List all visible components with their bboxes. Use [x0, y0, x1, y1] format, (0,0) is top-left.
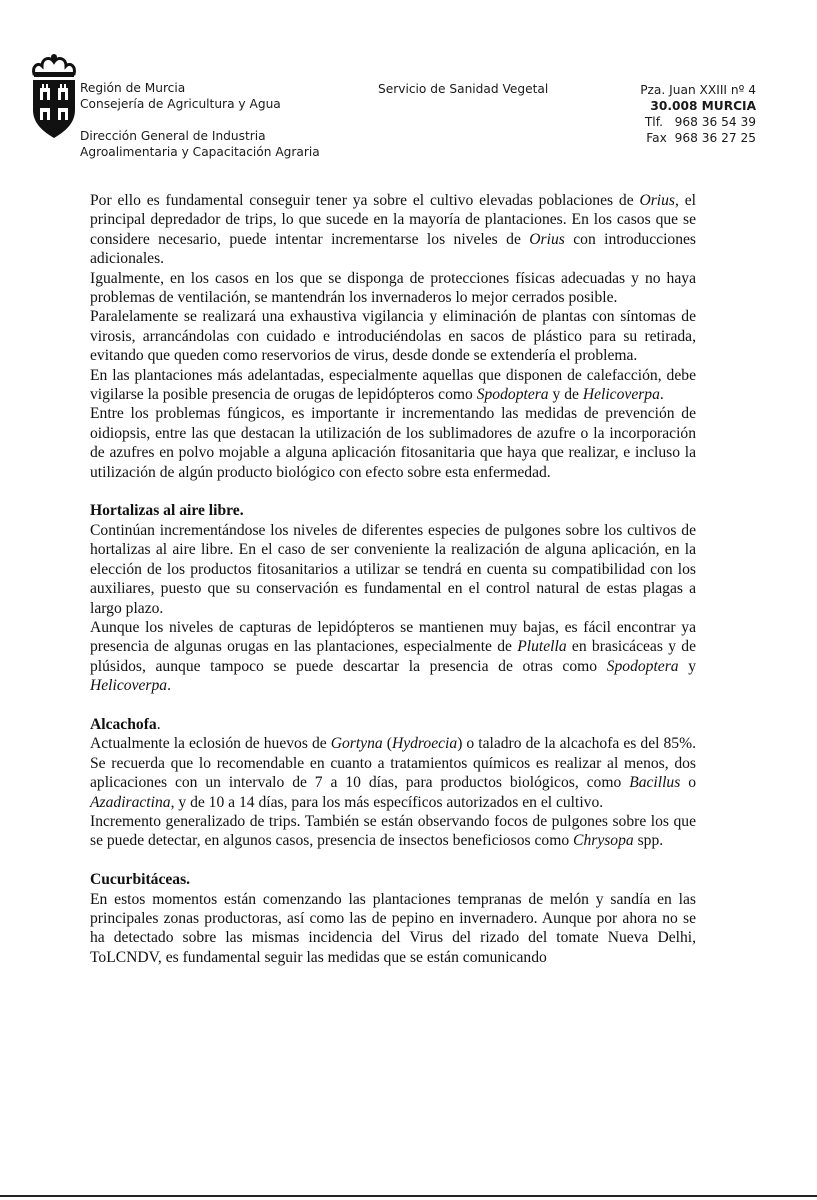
service-name: Servicio de Sanidad Vegetal [378, 82, 549, 96]
address-city: 30.008 MURCIA [650, 99, 756, 113]
paragraph: Continúan incrementándose los niveles de diferentes especies de pulgones sobre los cultivos de hortalizas al aire libre. En el caso de ser conveniente la realización de alguna aplicación, en la elección de los productos fitosanitarios a utilizar se tendrá en cuenta su compatibilidad con los auxiliares, puesto que su conservación es fundamental en el control natural de estas plagas a largo plazo. [90, 521, 696, 617]
address-street: Pza. Juan XXIII nº 4 [640, 83, 756, 97]
letterhead [0, 0, 817, 170]
region-crest-icon [30, 52, 78, 140]
address-phone: Tlf. 968 36 54 39 [644, 115, 756, 129]
paragraph: Por ello es fundamental conseguir tener ya sobre el cultivo elevadas poblaciones de Orius, el principal depredador de trips, lo que sucede en la mayoría de plantaciones. En los casos que se considere necesario, puede intentar incrementarse los niveles de Orius con introducciones adicionales. [90, 192, 696, 268]
paragraph: Incremento generalizado de trips. También se están observando focos de pulgones sobre los que se puede detectar, en algunos casos, presencia de insectos beneficiosos como Chrysopa spp. [90, 812, 696, 850]
paragraph: En las plantaciones más adelantadas, especialmente aquellas que disponen de calefacción, debe vigilarse la posible presencia de orugas de lepidópteros como Spodoptera y de Helicoverpa. [90, 366, 696, 404]
address-block [640, 82, 756, 146]
paragraph: Aunque los niveles de capturas de lepidópteros se mantienen muy bajas, es fácil encontrar ya presencia de algunas orugas en las plantaciones, especialmente de Plutella en brasicáceas y de plúsidos, aunque tampoco se puede descartar la presencia de otras como Spodoptera y Helicoverpa. [90, 618, 696, 695]
org-line-region: Región de Murcia [80, 81, 186, 95]
paragraph: Igualmente, en los casos en los que se disponga de protecciones físicas adecuadas y no haya problemas de ventilación, se mantendrán los invernaderos lo mejor cerrados posible. [90, 269, 696, 307]
section-heading-cucurbitaceas: Cucurbitáceas. [90, 871, 191, 889]
org-line-ministry: Consejería de Agricultura y Agua [80, 97, 281, 111]
paragraph: En estos momentos están comenzando las plantaciones tempranas de melón y sandía en las principales zonas productoras, así como las de pepino en invernadero. Aunque por ahora no se ha detectado sobre las mismas incidencia del Virus del rizado del tomate Nueva Delhi, ToLCNDV, es fundamental seguir las medidas que se están comunicando [90, 890, 696, 966]
paragraph: Entre los problemas fúngicos, es importante ir incrementando las medidas de prevención de oidiopsis, entre las que destacan la utilización de los sublimadores de azufre o la incorporación de azufres en polvo mojable a alguna aplicación fitosanitaria que haya que realizar, e incluso la utilización de algún producto biológico con efecto sobre esta enfermedad. [90, 405, 696, 481]
paragraph: Actualmente la eclosión de huevos de Gortyna (Hydroecia) o taladro de la alcachofa es del 85%. Se recuerda que lo recomendable en cuanto a tratamientos químicos es realizar al menos, dos aplicaciones con un intervalo de 7 a 10 días, para productos biológicos, como Bacillus o Azadiractina, y de 10 a 14 días, para los más específicos autorizados en el cultivo. [90, 735, 696, 811]
address-fax: Fax 968 36 27 25 [646, 131, 756, 145]
org-line-directorate-2: Agroalimentaria y Capacitación Agraria [80, 145, 320, 159]
section-heading-alcachofa: Alcachofa. [90, 715, 161, 733]
document-body [90, 191, 696, 967]
section-heading-hortalizas: Hortalizas al aire libre. [90, 502, 244, 520]
org-line-directorate: Dirección General de Industria [80, 129, 266, 143]
organization-block [80, 80, 320, 160]
page-edge-divider [0, 1195, 817, 1197]
paragraph: Paralelamente se realizará una exhaustiva vigilancia y eliminación de plantas con síntomas de virosis, arrancándolas con cuidado e introduciéndolas en sacos de plástico para su retirada, evitando que queden como reservorios de virus, desde donde se extendería el problema. [90, 308, 696, 365]
